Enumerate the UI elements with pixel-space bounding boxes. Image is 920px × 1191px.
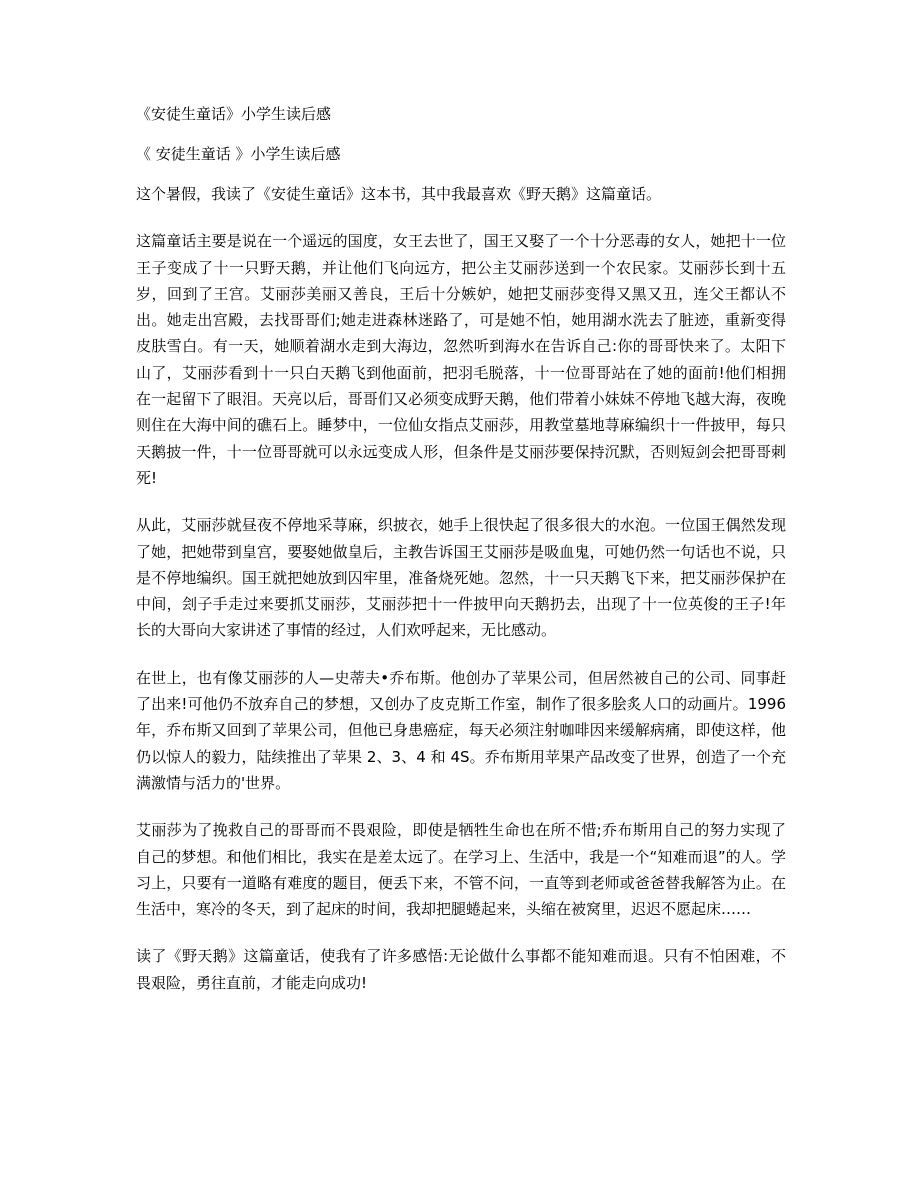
paragraph-intro: 这个暑假，我读了《安徒生童话》这本书，其中我最喜欢《野天鹅》这篇童话。 xyxy=(136,185,662,203)
paragraph-story-ending: 从此，艾丽莎就昼夜不停地采荨麻，织披衣，她手上很快起了很多很大的水泡。一位国王偶然发现了她，把她带到皇宫，要娶她做皇后，主教告诉国王艾丽莎是吸血鬼，可她仍然一句话也不说，只是不停地编织。国王就把她放到囚牢里，准备烧死她。忽然，十一只天鹅飞下来，把艾丽莎保护在中间，刽子手走过来要抓艾丽莎，艾丽莎把十一件披甲向天鹅扔去，出现了十一位英俊的王子!年长的大哥向大家讲述了事情的经过，人们欢呼起来，无比感动。 xyxy=(136,516,786,640)
paragraph-jobs-example: 在世上，也有像艾丽莎的人—史蒂夫•乔布斯。他创办了苹果公司，但居然被自己的公司、同事赶了出来!可他仍不放弃自己的梦想，又创办了皮克斯工作室，制作了很多脍炙人口的动画片。1996 年，乔布斯又回到了苹果公司，但他已身患癌症，每天必须注射咖啡因来缓解病痛，即使这样，他仍以惊人的毅力，陆续推出了苹果 2、3、4 和 4S。乔布斯用苹果产品改变了世界，创造了一个充满激情与活力的'世界。 xyxy=(136,668,786,792)
document-title: 《安徒生童话》小学生读后感 xyxy=(136,105,332,123)
document-subtitle: 《 安徒生童话 》小学生读后感 xyxy=(136,145,341,163)
paragraph-reflection: 艾丽莎为了挽救自己的哥哥而不畏艰险，即使是牺牲生命也在所不惜;乔布斯用自己的努力实现了自己的梦想。和他们相比，我实在是差太远了。在学习上、生活中，我是一个“知难而退”的人。学习上，只要有一道略有难度的题目，便丢下来，不管不问，一直等到老师或爸爸替我解答为止。在生活中，寒冷的冬天，到了起床的时间，我却把腿蜷起来，头缩在被窝里，迟迟不愿起床…… xyxy=(136,821,786,919)
paragraph-story-summary: 这篇童话主要是说在一个遥远的国度，女王去世了，国王又娶了一个十分恶毒的女人，她把十一位王子变成了十一只野天鹅，并让他们飞向远方，把公主艾丽莎送到一个农民家。艾丽莎长到十五岁，回到了王宫。艾丽莎美丽又善良，王后十分嫉妒，她把艾丽莎变得又黑又丑，连父王都认不出。她走出宫殿，去找哥哥们;她走进森林迷路了，可是她不怕，她用湖水洗去了脏迹，重新变得皮肤雪白。有一天，她顺着湖水走到大海边，忽然听到海水在告诉自己:你的哥哥快来了。太阳下山了，艾丽莎看到十一只白天鹅飞到他面前，把羽毛脱落，十一位哥哥站在了她的面前!他们相拥在一起留下了眼泪。天亮以后，哥哥们又必须变成野天鹅，他们带着小妹妹不停地飞越大海，夜晚则住在大海中间的礁石上。睡梦中，一位仙女指点艾丽莎，用教堂墓地荨麻编织十一件披甲，每只天鹅披一件，十一位哥哥就可以永远变成人形，但条件是艾丽莎要保持沉默，否则短剑会把哥哥刺死! xyxy=(136,232,786,487)
document-page xyxy=(136,104,786,1017)
paragraph-conclusion: 读了《野天鹅》这篇童话，使我有了许多感悟:无论做什么事都不能知难而退。只有不怕困难，不畏艰险，勇往直前，才能走向成功! xyxy=(136,947,786,992)
